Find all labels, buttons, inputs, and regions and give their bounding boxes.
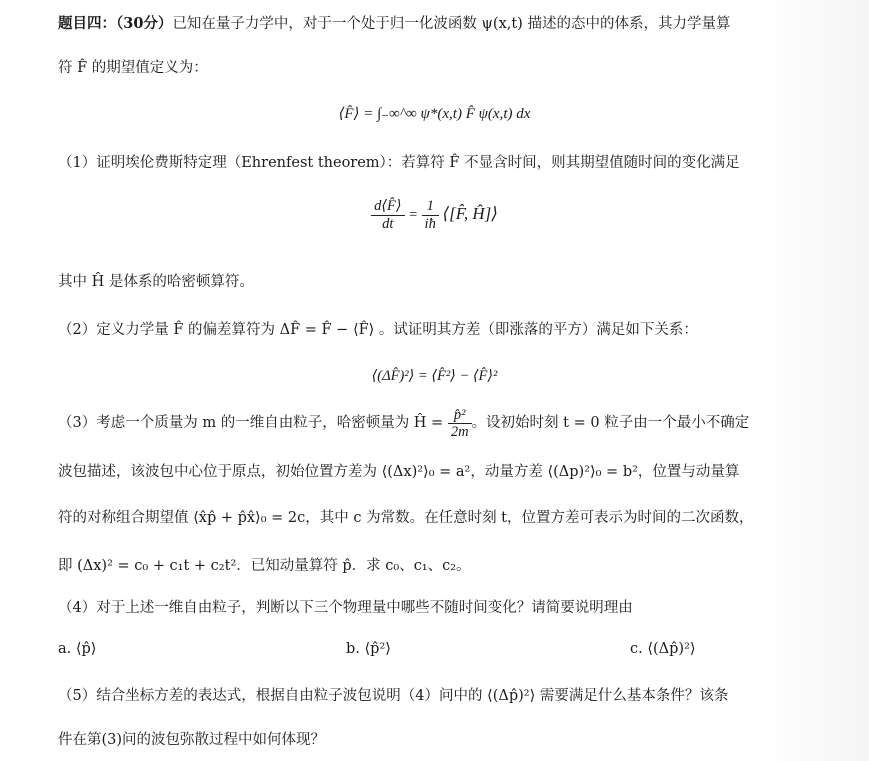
part1-statement: （1）证明埃伦费斯特定理（Ehrenfest theorem）：若算符 F̂ 不显含时间，则其期望值随时间的变化满足 (58, 155, 740, 171)
part5-line-1: （5）结合坐标方差的表达式，根据自由粒子波包说明（4）问中的 ⟨(Δp̂)²⟩ 需要满足什么基本条件？该条 (58, 688, 729, 704)
rhs-numerator: 1 (422, 198, 439, 216)
ehrenfest-lhs-fraction (371, 198, 404, 233)
part3-line-4: 即 (Δx)² = c₀ + c₁t + c₂t²．已知动量算符 p̂．求 c₀、c₁、c₂。 (58, 558, 471, 574)
commutator-expectation: ⟨[F̂, Ĥ]⟩ (442, 203, 498, 223)
part2-statement: （2）定义力学量 F̂ 的偏差算符为 ΔF̂ = F̂ − ⟨F̂⟩ 。试证明其方差（即涨落的平方）满足如下关系： (58, 322, 698, 338)
problem-intro-line-2: 符 F̂ 的期望值定义为： (58, 60, 208, 76)
problem-intro-text: 已知在量子力学中，对于一个处于归一化波函数 ψ(x,t) 描述的态中的体系，其力学量算 (172, 16, 731, 32)
part3-line-2: 波包描述，该波包中心位于原点，初始位置方差为 ⟨(Δx)²⟩₀ = a²，动量方差 ⟨(Δp)²⟩₀ = b²，位置与动量算 (58, 464, 740, 480)
expectation-equation: ⟨F̂⟩ = ∫₋∞^∞ ψ*(x,t) F̂ ψ(x,t) dx (338, 106, 531, 122)
hamiltonian-numerator: p̂² (448, 407, 472, 424)
lhs-numerator: d⟨F̂⟩ (371, 198, 404, 216)
ehrenfest-rhs-fraction (422, 198, 439, 233)
hamiltonian-denominator: 2m (450, 423, 469, 440)
part4-option-a: a. ⟨p̂⟩ (58, 641, 97, 657)
problem-label: 题目四：（30分） (58, 15, 173, 32)
rhs-denominator: iħ (424, 216, 436, 232)
part3-intro-continued: 。设初始时刻 t = 0 粒子由一个最小不确定 (471, 415, 750, 431)
ehrenfest-equation (0, 198, 869, 244)
lhs-denominator: dt (382, 216, 394, 232)
part3-line-3: 符的对称组合期望值 ⟨x̂p̂ + p̂x̂⟩₀ = 2c，其中 c 为常数。在任意时刻 t，位置方差可表示为时间的二次函数， (58, 510, 754, 526)
part4-option-c: c. ⟨(Δp̂)²⟩ (630, 641, 696, 657)
equals-sign: = (408, 206, 418, 223)
part5-line-2: 件在第(3)问的波包弥散过程中如何体现？ (58, 732, 326, 748)
part4-option-b: b. ⟨p̂²⟩ (346, 641, 391, 657)
part3-line-1 (58, 404, 839, 442)
hamiltonian-fraction (448, 407, 472, 440)
problem-intro-line-1 (58, 14, 839, 34)
part3-intro: （3）考虑一个质量为 m 的一维自由粒子，哈密顿量为 Ĥ = (58, 415, 444, 431)
variance-equation: ⟨(ΔF̂)²⟩ = ⟨F̂²⟩ − ⟨F̂⟩² (371, 368, 498, 384)
part1-hamiltonian-note: 其中 Ĥ 是体系的哈密顿算符。 (58, 274, 254, 290)
part4-statement: （4）对于上述一维自由粒子，判断以下三个物理量中哪些不随时间变化？请简要说明理由 (58, 600, 633, 616)
